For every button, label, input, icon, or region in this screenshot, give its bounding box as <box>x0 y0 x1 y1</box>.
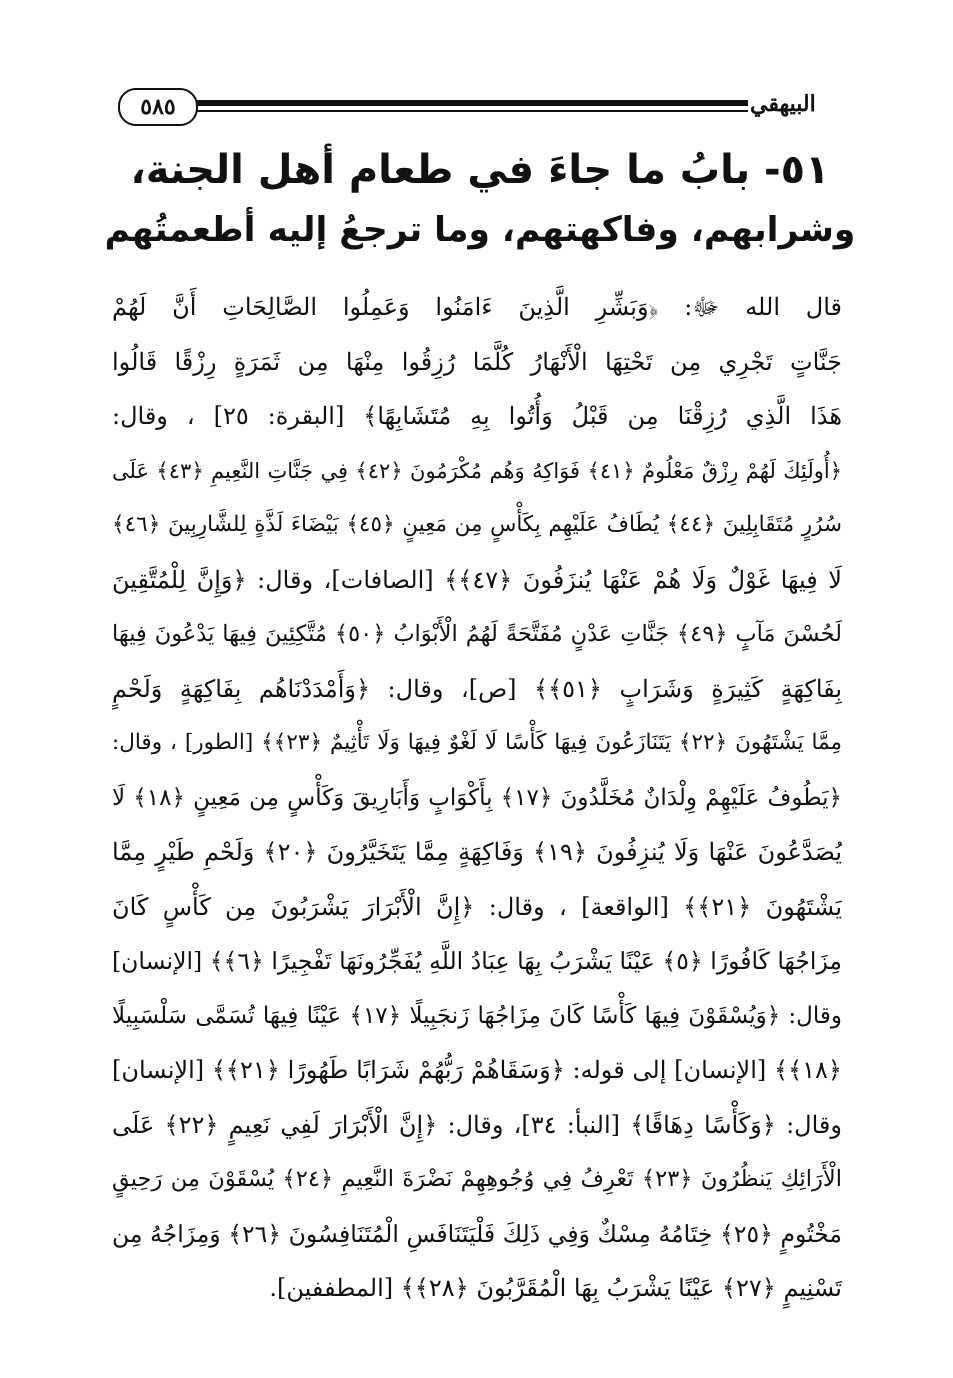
text-line: مِمَّا يَشْتَهُونَ ﴿٢٢﴾ يَتَنَازَعُونَ فِيهَا كَأْسًا لَا لَغْوٌ فِيهَا وَلَا تَأْثِيمٌ ﴿٢٣﴾﴾ [الطور] ، وقال: <box>112 730 842 755</box>
text-line: يُصَدَّعُونَ عَنْهَا وَلَا يُنزِفُونَ ﴿١٩﴾ وَفَاكِهَةٍ مِمَّا يَتَخَيَّرُونَ ﴿٢٠﴾ وَلَحْمِ طَيْرٍ مِمَّا <box>112 838 842 866</box>
text-line: ﴿يَطُوفُ عَلَيْهِمْ وِلْدَانٌ مُخَلَّدُونَ ﴿١٧﴾ بِأَكْوَابٍ وَأَبَارِيقَ وَكَأْسٍ مِن مَعِينٍ ﴿١٨﴾ لَا <box>112 784 842 811</box>
chapter-title <box>100 140 860 270</box>
header-rule-thin <box>196 110 748 112</box>
text-line: بِفَاكِهَةٍ كَثِيرَةٍ وَشَرَابٍ ﴿٥١﴾﴾ [ص]، وقال: ﴿وَأَمْدَدْنَاهُم بِفَاكِهَةٍ وَلَحْمٍ <box>112 674 842 703</box>
body-text <box>112 280 842 1316</box>
page-header <box>118 86 844 128</box>
text-line: وقال: ﴿وَيُسْقَوْنَ فِيهَا كَأْسًا كَانَ مِزَاجُهَا زَنجَبِيلًا ﴿١٧﴾ عَيْنًا فِيهَا تُسَمَّى سَلْسَبِيلًا <box>112 1002 842 1029</box>
text-line: قال الله ﷻ: ﴿وَبَشِّرِ الَّذِينَ ءَامَنُوا وَعَمِلُوا الصَّالِحَاتِ أَنَّ لَهُمْ <box>112 293 842 321</box>
text-line: لَا فِيهَا غَوْلٌ وَلَا هُمْ عَنْهَا يُنزَفُونَ ﴿٤٧﴾﴾ [الصافات]، وقال: ﴿وَإِنَّ لِلْمُتَّقِينَ <box>112 565 842 594</box>
text-line: لَحُسْنَ مَآبٍ ﴿٤٩﴾ جَنَّاتِ عَدْنٍ مُفَتَّحَةً لَهُمُ الْأَبْوَابُ ﴿٥٠﴾ مُتَّكِئِينَ فِيهَا يَدْعُونَ فِيهَا <box>112 621 842 647</box>
header-rule <box>196 100 748 106</box>
text-line: الْأَرَائِكِ يَنظُرُونَ ﴿٢٣﴾ تَعْرِفُ فِي وُجُوهِهِمْ نَضْرَةَ النَّعِيمِ ﴿٢٤﴾ يُسْقَوْنَ مِن رَحِيقٍ <box>112 1166 842 1192</box>
text-line: سُرُرٍ مُتَقَابِلِينَ ﴿٤٤﴾ يُطَافُ عَلَيْهِم بِكَأْسٍ مِن مَعِينٍ ﴿٤٥﴾ بَيْضَاءَ لَذَّةٍ لِلشَّارِبِينَ ﴿٤٦﴾ <box>112 512 842 537</box>
text-line: جَنَّاتٍ تَجْرِي مِن تَحْتِهَا الْأَنْهَارُ كُلَّمَا رُزِقُوا مِنْهَا مِن ثَمَرَةٍ رِزْقًا قَالُوا <box>112 347 842 376</box>
text-line: يَشْتَهُونَ ﴿٢١﴾﴾ [الواقعة] ، وقال: ﴿إِنَّ الْأَبْرَارَ يَشْرَبُونَ مِن كَأْسٍ كَانَ <box>112 892 842 921</box>
running-head: البيهقي <box>750 91 816 117</box>
text-line: مِزَاجُهَا كَافُورًا ﴿٥﴾ عَيْنًا يَشْرَبُ بِهَا عِبَادُ اللَّهِ يُفَجِّرُونَهَا تَفْجِيرًا ﴿٦﴾﴾ [الإنسان] <box>112 947 842 975</box>
text-line: تَسْنِيمٍ ﴿٢٧﴾ عَيْنًا يَشْرَبُ بِهَا الْمُقَرَّبُونَ ﴿٢٨﴾﴾ [المطففين]. <box>269 1274 842 1302</box>
text-line: مَخْتُومٍ ﴿٢٥﴾ خِتَامُهُ مِسْكٌ وَفِي ذَلِكَ فَلْيَتَنَافَسِ الْمُتَنَافِسُونَ ﴿٢٦﴾ وَمِزَاجُهُ مِن <box>112 1219 842 1248</box>
page-number: ٥٨٥ <box>118 88 198 126</box>
chapter-title-line: وشرابهم، وفاكهتهم، وما ترجعُ إليه أطعمتُهم <box>104 210 856 250</box>
text-line: وقال: ﴿وَكَأْسًا دِهَاقًا﴾ [النبأ: ٣٤]، وقال: ﴿إِنَّ الْأَبْرَارَ لَفِي نَعِيمٍ ﴿٢٢﴾ عَلَى <box>112 1110 842 1139</box>
chapter-title-line: ٥١- بابُ ما جاءَ في طعام أهل الجنة، <box>130 147 830 193</box>
text-line: ﴿أُولَئِكَ لَهُمْ رِزْقٌ مَعْلُومٌ ﴿٤١﴾ فَوَاكِهُ وَهُم مُكْرَمُونَ ﴿٤٢﴾ فِي جَنَّاتِ النَّعِيمِ ﴿٤٣﴾ عَلَى <box>112 458 842 483</box>
text-line: ﴿١٨﴾﴾ [الإنسان] إلى قوله: ﴿وَسَقَاهُمْ رَبُّهُمْ شَرَابًا طَهُورًا ﴿٢١﴾﴾ [الإنسان] <box>112 1056 842 1084</box>
text-line: هَذَا الَّذِي رُزِقْنَا مِن قَبْلُ وَأُتُوا بِهِ مُتَشَابِهًا﴾ [البقرة: ٢٥] ، وقال: <box>112 402 842 430</box>
